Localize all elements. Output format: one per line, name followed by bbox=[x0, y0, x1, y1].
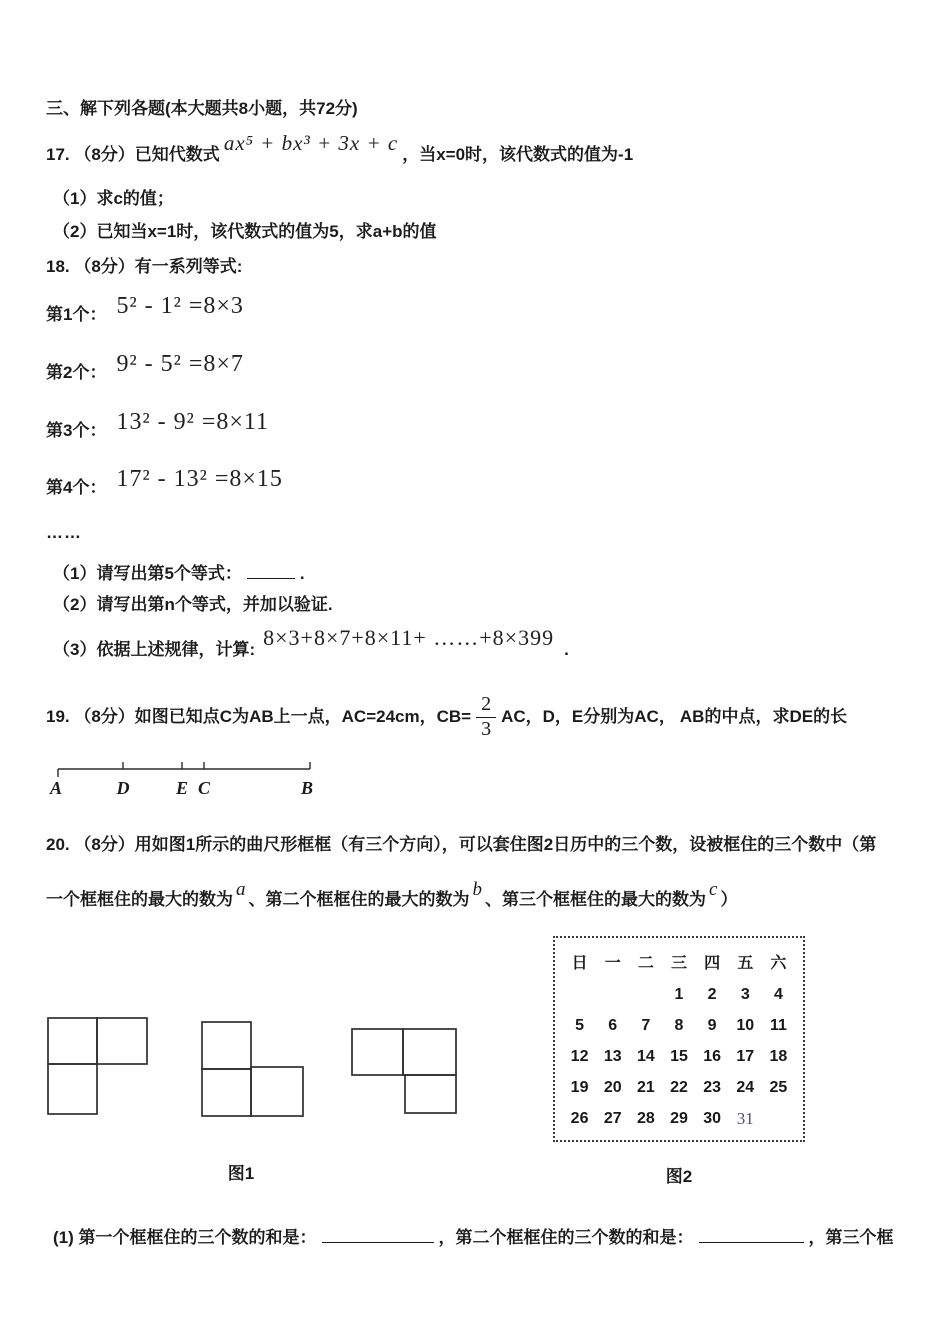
fraction-denominator: 3 bbox=[481, 718, 492, 740]
equation-2-label: 第2个： bbox=[46, 363, 107, 382]
calendar-day: 25 bbox=[769, 1078, 788, 1096]
shape1-square-top-left bbox=[48, 1018, 97, 1064]
problem-20-part1-seg1: (1) 第一个框框住的三个数的和是： bbox=[53, 1227, 317, 1247]
shape2-square-bottom-left bbox=[202, 1069, 251, 1116]
problem-19-tail: AC，D，E分别为AC， AB的中点，求DE的长 bbox=[501, 707, 848, 727]
problem-17-tail: ，当x=0时，该代数式的值为-1 bbox=[402, 145, 634, 164]
problem-18-part1-period: . bbox=[299, 563, 305, 583]
calendar-day: 22 bbox=[670, 1078, 688, 1096]
calendar-week-row bbox=[563, 1041, 795, 1072]
equation-row-4 bbox=[46, 466, 283, 501]
calendar-day: 2 bbox=[707, 985, 717, 1003]
problem-18-part3-formula: 8×3+8×7+8×11+ ……+8×399 bbox=[263, 625, 555, 650]
calendar-weekday-wed: 三 bbox=[670, 954, 687, 972]
problem-17-formula: ax⁵ + bx³ + 3x + c bbox=[223, 131, 399, 155]
problem-20-part1-seg3: ，第三个框 bbox=[808, 1227, 894, 1247]
problem-18-part1-text: （1）请写出第5个等式： bbox=[53, 563, 242, 583]
calendar-day: 30 bbox=[703, 1109, 722, 1127]
problem-20-part1 bbox=[53, 1224, 894, 1248]
equation-row-1 bbox=[46, 293, 244, 328]
calendar-day: 4 bbox=[773, 985, 783, 1003]
series-ellipsis: …… bbox=[46, 523, 82, 542]
calendar-day: 27 bbox=[603, 1109, 622, 1127]
point-label-B: B bbox=[300, 778, 314, 798]
equation-row-3 bbox=[46, 409, 270, 444]
calendar-day: 7 bbox=[641, 1016, 651, 1034]
fraction-two-thirds bbox=[476, 694, 496, 740]
equation-row-2 bbox=[46, 351, 244, 386]
calendar-day: 12 bbox=[570, 1047, 589, 1065]
problem-18-part1 bbox=[53, 560, 305, 584]
calendar-day-31-highlight: 31 bbox=[736, 1108, 754, 1128]
calendar-week-row bbox=[563, 1010, 795, 1041]
problem-19-statement bbox=[46, 688, 847, 746]
calendar-day: 10 bbox=[736, 1016, 755, 1034]
equation-3-formula: 13² - 9² =8×11 bbox=[116, 409, 270, 435]
problem-20-line1: 20. （8分）用如图1所示的曲尺形框框（有三个方向），可以套住图2日历中的三个数，设被框住的三个数中（第 bbox=[46, 835, 877, 854]
calendar-day: 29 bbox=[670, 1109, 688, 1127]
problem-20-seg4: ） bbox=[720, 890, 738, 909]
calendar-day: 5 bbox=[575, 1016, 585, 1034]
calendar-weekday-fri: 五 bbox=[737, 954, 754, 972]
shape2-square-bottom-right bbox=[251, 1067, 303, 1116]
problem-17-statement bbox=[46, 131, 634, 166]
figure-1-caption: 图1 bbox=[227, 1164, 255, 1183]
calendar-figure bbox=[553, 936, 805, 1142]
shape3-square-top-left bbox=[352, 1029, 403, 1075]
blank-line bbox=[699, 1224, 804, 1243]
lframe-shape-2 bbox=[200, 1020, 306, 1120]
problem-20-seg3: 、第三个框框住的最大的数为 bbox=[485, 890, 706, 909]
shape1-square-top-right bbox=[97, 1018, 147, 1064]
problem-18-part3-period: . bbox=[564, 640, 569, 659]
problem-18-part2: （2）请写出第n个等式，并加以验证. bbox=[53, 595, 333, 614]
calendar-weekday-mon: 一 bbox=[604, 954, 621, 972]
problem-20-seg1: 一个框框住的最大的数为 bbox=[46, 890, 233, 909]
calendar-day: 18 bbox=[769, 1047, 788, 1065]
calendar-week-row bbox=[563, 1103, 795, 1134]
calendar-day: 8 bbox=[674, 1016, 684, 1034]
shape3-square-bottom-right bbox=[405, 1075, 456, 1113]
calendar-day: 16 bbox=[703, 1047, 722, 1065]
calendar-weekday-thu: 四 bbox=[704, 954, 721, 972]
calendar-day: 28 bbox=[636, 1109, 655, 1127]
calendar-day: 11 bbox=[769, 1016, 787, 1034]
calendar-day: 1 bbox=[674, 985, 684, 1003]
calendar-weekday-tue: 二 bbox=[637, 954, 654, 972]
point-label-D: D bbox=[116, 778, 130, 798]
equation-4-formula: 17² - 13² =8×15 bbox=[116, 466, 283, 492]
blank-line bbox=[247, 560, 295, 579]
problem-17-part2: （2）已知当x=1时，该代数式的值为5，求a+b的值 bbox=[53, 222, 437, 241]
lframe-shape-3 bbox=[350, 1026, 460, 1118]
calendar-day: 23 bbox=[703, 1078, 722, 1096]
calendar-day: 19 bbox=[570, 1078, 589, 1096]
calendar-day: 3 bbox=[740, 985, 750, 1003]
point-label-E: E bbox=[175, 778, 189, 798]
problem-20-seg2: 、第二个框框住的最大的数为 bbox=[248, 890, 470, 909]
calendar-day: 17 bbox=[736, 1047, 755, 1065]
section-header: 三、解下列各题(本大题共8小题，共72分) bbox=[46, 99, 358, 118]
problem-18-part3 bbox=[53, 625, 569, 662]
calendar-day: 13 bbox=[603, 1047, 622, 1065]
blank-line bbox=[322, 1224, 434, 1243]
variable-b: b bbox=[472, 879, 482, 900]
segment-diagram bbox=[44, 756, 324, 800]
point-label-A: A bbox=[49, 778, 63, 798]
calendar-header-row bbox=[563, 948, 795, 979]
figure-2-caption: 图2 bbox=[665, 1167, 693, 1186]
calendar-day: 6 bbox=[608, 1016, 618, 1034]
calendar-day: 24 bbox=[736, 1078, 755, 1096]
shape2-square-top-left bbox=[202, 1022, 251, 1069]
shape1-square-bottom-left bbox=[48, 1064, 97, 1114]
problem-20-line2 bbox=[46, 879, 738, 912]
calendar-week-row bbox=[563, 979, 795, 1010]
equation-1-label: 第1个： bbox=[46, 305, 107, 324]
problem-18-lead: 18. （8分）有一系列等式: bbox=[46, 257, 243, 276]
variable-a: a bbox=[236, 879, 246, 900]
calendar-day: 20 bbox=[603, 1078, 622, 1096]
problem-20-part1-seg2: ，第二个框框住的三个数的和是： bbox=[438, 1227, 694, 1247]
equation-2-formula: 9² - 5² =8×7 bbox=[116, 351, 244, 377]
calendar-day: 9 bbox=[707, 1016, 717, 1034]
equation-4-label: 第4个： bbox=[46, 478, 107, 497]
variable-c: c bbox=[709, 879, 718, 900]
calendar-week-row bbox=[563, 1072, 795, 1103]
lframe-shape-1 bbox=[46, 1016, 150, 1120]
shape3-square-top-right bbox=[403, 1029, 456, 1075]
calendar-day: 21 bbox=[636, 1078, 655, 1096]
calendar-weekday-sun: 日 bbox=[571, 954, 588, 972]
problem-17-lead: 17. （8分）已知代数式 bbox=[46, 145, 220, 164]
problem-17-part1: （1）求c的值； bbox=[53, 189, 174, 208]
equation-1-formula: 5² - 1² =8×3 bbox=[116, 293, 244, 319]
fraction-numerator: 2 bbox=[476, 694, 496, 718]
equation-3-label: 第3个： bbox=[46, 421, 107, 440]
problem-18-part3-text: （3）依据上述规律，计算: bbox=[53, 640, 256, 659]
point-label-C: C bbox=[197, 778, 211, 798]
calendar-day: 15 bbox=[670, 1047, 688, 1065]
calendar-day: 26 bbox=[570, 1109, 589, 1127]
problem-19-lead: 19. （8分）如图已知点C为AB上一点，AC=24cm，CB= bbox=[46, 707, 472, 727]
calendar-day: 14 bbox=[636, 1047, 655, 1065]
calendar-weekday-sat: 六 bbox=[770, 954, 787, 972]
